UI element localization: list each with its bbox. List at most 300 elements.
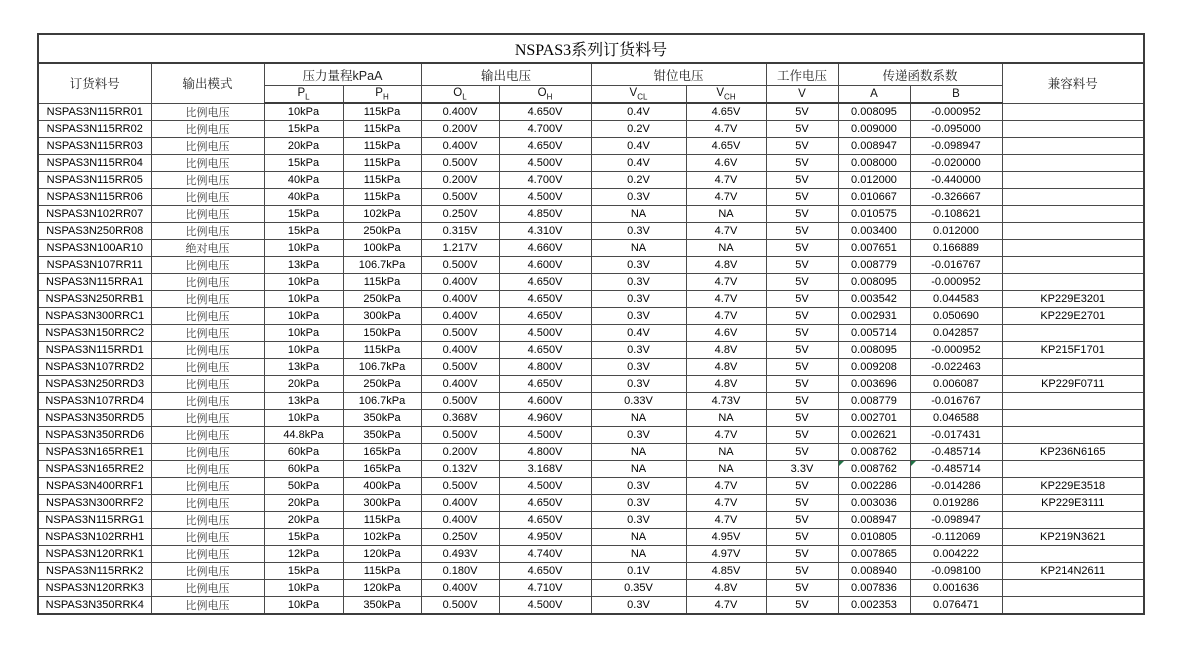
cell-output-low: 0.180V — [421, 563, 499, 580]
order-table-sheet — [37, 33, 1143, 615]
cell-supply-voltage: 5V — [766, 580, 838, 597]
cell-output-mode: 比例电压 — [151, 172, 264, 189]
cell-clamp-low: 0.2V — [591, 172, 686, 189]
cell-output-mode: 比例电压 — [151, 308, 264, 325]
cell-pressure-high: 400kPa — [343, 478, 421, 495]
cell-clamp-high: 4.7V — [686, 495, 766, 512]
cell-coeff-b: 0.046588 — [910, 410, 1002, 427]
cell-pressure-high: 250kPa — [343, 376, 421, 393]
cell-coeff-b: 0.006087 — [910, 376, 1002, 393]
cell-clamp-low: 0.2V — [591, 121, 686, 138]
cell-clamp-low: 0.4V — [591, 138, 686, 155]
cell-output-high: 4.500V — [499, 155, 591, 172]
table-title: NSPAS3系列订货料号 — [38, 34, 1144, 63]
cell-coeff-b: 0.076471 — [910, 597, 1002, 615]
cell-output-low: 0.500V — [421, 393, 499, 410]
cell-clamp-low: 0.3V — [591, 223, 686, 240]
cell-output-low: 0.500V — [421, 427, 499, 444]
cell-pressure-high: 120kPa — [343, 546, 421, 563]
cell-clamp-high: 4.65V — [686, 138, 766, 155]
cell-compatible-part — [1002, 359, 1144, 376]
cell-clamp-high: 4.65V — [686, 103, 766, 121]
cell-part-number: NSPAS3N350RRD6 — [38, 427, 151, 444]
cell-compatible-part — [1002, 393, 1144, 410]
cell-pressure-low: 20kPa — [264, 495, 343, 512]
cell-clamp-low: NA — [591, 206, 686, 223]
cell-pressure-high: 115kPa — [343, 274, 421, 291]
cell-coeff-a: 0.012000 — [838, 172, 910, 189]
cell-supply-voltage: 3.3V — [766, 461, 838, 478]
cell-coeff-b: -0.014286 — [910, 478, 1002, 495]
cell-pressure-high: 350kPa — [343, 597, 421, 615]
cell-output-high: 4.650V — [499, 138, 591, 155]
cell-output-low: 0.400V — [421, 308, 499, 325]
cell-supply-voltage: 5V — [766, 274, 838, 291]
cell-pressure-high: 115kPa — [343, 172, 421, 189]
cell-coeff-a: 0.002701 — [838, 410, 910, 427]
table-row — [38, 546, 1144, 563]
cell-clamp-low: 0.3V — [591, 478, 686, 495]
cell-output-low: 0.500V — [421, 257, 499, 274]
cell-pressure-low: 10kPa — [264, 103, 343, 121]
cell-output-low: 0.200V — [421, 172, 499, 189]
cell-coeff-a: 0.008762 — [838, 461, 910, 478]
table-row — [38, 274, 1144, 291]
cell-output-mode: 比例电压 — [151, 495, 264, 512]
cell-clamp-high: 4.7V — [686, 223, 766, 240]
cell-pressure-low: 20kPa — [264, 138, 343, 155]
cell-output-mode: 绝对电压 — [151, 240, 264, 257]
cell-compatible-part: KP214N2611 — [1002, 563, 1144, 580]
cell-clamp-high: 4.97V — [686, 546, 766, 563]
cell-output-high: 4.600V — [499, 257, 591, 274]
cell-coeff-b: -0.326667 — [910, 189, 1002, 206]
cell-clamp-high: NA — [686, 410, 766, 427]
cell-pressure-high: 115kPa — [343, 138, 421, 155]
cell-clamp-low: 0.3V — [591, 376, 686, 393]
cell-supply-voltage: 5V — [766, 155, 838, 172]
cell-part-number: NSPAS3N102RRH1 — [38, 529, 151, 546]
cell-clamp-high: 4.8V — [686, 257, 766, 274]
cell-pressure-high: 120kPa — [343, 580, 421, 597]
table-row — [38, 427, 1144, 444]
cell-pressure-low: 13kPa — [264, 393, 343, 410]
cell-part-number: NSPAS3N400RRF1 — [38, 478, 151, 495]
cell-pressure-high: 106.7kPa — [343, 257, 421, 274]
cell-coeff-a: 0.003542 — [838, 291, 910, 308]
cell-supply-voltage: 5V — [766, 103, 838, 121]
cell-compatible-part — [1002, 223, 1144, 240]
cell-compatible-part — [1002, 461, 1144, 478]
cell-coeff-b: -0.020000 — [910, 155, 1002, 172]
cell-coeff-a: 0.002621 — [838, 427, 910, 444]
cell-output-mode: 比例电压 — [151, 257, 264, 274]
cell-supply-voltage: 5V — [766, 427, 838, 444]
cell-coeff-b: 0.042857 — [910, 325, 1002, 342]
cell-clamp-high: 4.95V — [686, 529, 766, 546]
cell-coeff-b: 0.012000 — [910, 223, 1002, 240]
column-header-coeff-b: B — [910, 86, 1002, 104]
cell-output-mode: 比例电压 — [151, 563, 264, 580]
cell-output-mode: 比例电压 — [151, 580, 264, 597]
cell-output-low: 0.500V — [421, 478, 499, 495]
cell-coeff-b: 0.004222 — [910, 546, 1002, 563]
cell-coeff-a: 0.009000 — [838, 121, 910, 138]
cell-output-low: 0.132V — [421, 461, 499, 478]
cell-supply-voltage: 5V — [766, 206, 838, 223]
cell-supply-voltage: 5V — [766, 597, 838, 615]
cell-compatible-part — [1002, 512, 1144, 529]
cell-clamp-low: NA — [591, 444, 686, 461]
cell-supply-voltage: 5V — [766, 410, 838, 427]
cell-coeff-a: 0.008947 — [838, 512, 910, 529]
cell-coeff-a: 0.003400 — [838, 223, 910, 240]
cell-compatible-part — [1002, 189, 1144, 206]
cell-clamp-high: 4.7V — [686, 478, 766, 495]
cell-pressure-high: 106.7kPa — [343, 359, 421, 376]
cell-output-low: 0.500V — [421, 155, 499, 172]
column-group-supply-voltage: 工作电压 — [766, 63, 838, 86]
cell-output-low: 0.200V — [421, 444, 499, 461]
cell-output-low: 0.500V — [421, 359, 499, 376]
cell-coeff-a: 0.007836 — [838, 580, 910, 597]
cell-compatible-part — [1002, 597, 1144, 615]
cell-coeff-b: -0.485714 — [910, 444, 1002, 461]
cell-output-high: 4.500V — [499, 427, 591, 444]
cell-clamp-high: NA — [686, 444, 766, 461]
cell-pressure-high: 115kPa — [343, 563, 421, 580]
table-row — [38, 121, 1144, 138]
cell-coeff-b: -0.440000 — [910, 172, 1002, 189]
cell-part-number: NSPAS3N115RRA1 — [38, 274, 151, 291]
column-header-coeff-a: A — [838, 86, 910, 104]
cell-compatible-part — [1002, 206, 1144, 223]
cell-output-high: 4.710V — [499, 580, 591, 597]
table-row — [38, 376, 1144, 393]
cell-pressure-low: 15kPa — [264, 121, 343, 138]
table-row — [38, 512, 1144, 529]
cell-pressure-high: 150kPa — [343, 325, 421, 342]
cell-pressure-high: 115kPa — [343, 121, 421, 138]
column-header-pressure-low: $P_L$ — [264, 86, 343, 104]
cell-output-high: 4.650V — [499, 563, 591, 580]
cell-coeff-a: 0.009208 — [838, 359, 910, 376]
order-part-table — [37, 33, 1145, 615]
cell-output-high: 4.650V — [499, 291, 591, 308]
cell-part-number: NSPAS3N115RRK2 — [38, 563, 151, 580]
cell-coeff-a: 0.002353 — [838, 597, 910, 615]
cell-part-number: NSPAS3N350RRD5 — [38, 410, 151, 427]
cell-part-number: NSPAS3N120RRK3 — [38, 580, 151, 597]
cell-coeff-b: -0.098100 — [910, 563, 1002, 580]
cell-coeff-a: 0.003036 — [838, 495, 910, 512]
cell-clamp-high: 4.7V — [686, 121, 766, 138]
cell-pressure-high: 100kPa — [343, 240, 421, 257]
cell-coeff-a: 0.007865 — [838, 546, 910, 563]
column-header-clamp-low: $V_{CL}$ — [591, 86, 686, 104]
cell-supply-voltage: 5V — [766, 291, 838, 308]
cell-output-mode: 比例电压 — [151, 546, 264, 563]
cell-supply-voltage: 5V — [766, 257, 838, 274]
cell-supply-voltage: 5V — [766, 121, 838, 138]
cell-pressure-high: 115kPa — [343, 342, 421, 359]
cell-output-high: 4.800V — [499, 444, 591, 461]
cell-part-number: NSPAS3N350RRK4 — [38, 597, 151, 615]
cell-output-low: 0.500V — [421, 189, 499, 206]
cell-output-high: 4.500V — [499, 189, 591, 206]
cell-pressure-low: 10kPa — [264, 325, 343, 342]
cell-coeff-a: 0.007651 — [838, 240, 910, 257]
cell-part-number: NSPAS3N165RRE2 — [38, 461, 151, 478]
cell-clamp-low: NA — [591, 240, 686, 257]
cell-output-low: 0.400V — [421, 512, 499, 529]
cell-coeff-a: 0.010575 — [838, 206, 910, 223]
cell-compatible-part: KP229E3201 — [1002, 291, 1144, 308]
cell-clamp-low: NA — [591, 410, 686, 427]
cell-clamp-high: 4.6V — [686, 325, 766, 342]
cell-pressure-low: 10kPa — [264, 308, 343, 325]
cell-clamp-high: 4.8V — [686, 342, 766, 359]
cell-output-mode: 比例电压 — [151, 478, 264, 495]
cell-pressure-high: 350kPa — [343, 427, 421, 444]
cell-compatible-part — [1002, 172, 1144, 189]
cell-pressure-low: 40kPa — [264, 189, 343, 206]
cell-output-low: 0.400V — [421, 274, 499, 291]
column-group-transfer-coefficients: 传递函数系数 — [838, 63, 1002, 86]
cell-output-mode: 比例电压 — [151, 393, 264, 410]
cell-coeff-b: -0.017431 — [910, 427, 1002, 444]
cell-compatible-part — [1002, 546, 1144, 563]
cell-output-low: 0.400V — [421, 376, 499, 393]
cell-output-high: 4.950V — [499, 529, 591, 546]
cell-output-high: 4.800V — [499, 359, 591, 376]
cell-part-number: NSPAS3N115RRD1 — [38, 342, 151, 359]
cell-part-number: NSPAS3N115RRG1 — [38, 512, 151, 529]
cell-output-high: 4.500V — [499, 597, 591, 615]
cell-clamp-high: 4.7V — [686, 189, 766, 206]
cell-output-mode: 比例电压 — [151, 274, 264, 291]
cell-supply-voltage: 5V — [766, 342, 838, 359]
cell-clamp-high: 4.6V — [686, 155, 766, 172]
cell-part-number: NSPAS3N107RR11 — [38, 257, 151, 274]
cell-coeff-b: -0.098947 — [910, 512, 1002, 529]
cell-coeff-b: 0.166889 — [910, 240, 1002, 257]
cell-coeff-a: 0.008762 — [838, 444, 910, 461]
cell-clamp-high: 4.7V — [686, 274, 766, 291]
cell-compatible-part — [1002, 580, 1144, 597]
cell-supply-voltage: 5V — [766, 138, 838, 155]
cell-output-high: 4.660V — [499, 240, 591, 257]
cell-clamp-low: 0.3V — [591, 274, 686, 291]
cell-part-number: NSPAS3N300RRF2 — [38, 495, 151, 512]
cell-clamp-low: NA — [591, 529, 686, 546]
cell-clamp-low: 0.3V — [591, 308, 686, 325]
cell-pressure-low: 60kPa — [264, 444, 343, 461]
table-row — [38, 325, 1144, 342]
cell-compatible-part — [1002, 155, 1144, 172]
cell-part-number: NSPAS3N150RRC2 — [38, 325, 151, 342]
column-header-output-high: $O_H$ — [499, 86, 591, 104]
cell-clamp-high: 4.7V — [686, 172, 766, 189]
cell-output-mode: 比例电压 — [151, 512, 264, 529]
column-group-output-voltage: 输出电压 — [421, 63, 591, 86]
table-row — [38, 495, 1144, 512]
cell-pressure-high: 250kPa — [343, 223, 421, 240]
cell-clamp-low: 0.3V — [591, 257, 686, 274]
cell-output-low: 0.400V — [421, 580, 499, 597]
cell-part-number: NSPAS3N250RR08 — [38, 223, 151, 240]
cell-supply-voltage: 5V — [766, 376, 838, 393]
cell-coeff-b: -0.485714 — [910, 461, 1002, 478]
cell-coeff-a: 0.010805 — [838, 529, 910, 546]
cell-output-mode: 比例电压 — [151, 206, 264, 223]
cell-coeff-b: -0.108621 — [910, 206, 1002, 223]
table-row — [38, 393, 1144, 410]
cell-coeff-a: 0.008095 — [838, 342, 910, 359]
cell-pressure-low: 60kPa — [264, 461, 343, 478]
cell-pressure-high: 102kPa — [343, 529, 421, 546]
cell-output-low: 0.250V — [421, 529, 499, 546]
cell-clamp-high: NA — [686, 206, 766, 223]
cell-supply-voltage: 5V — [766, 393, 838, 410]
cell-coeff-b: -0.022463 — [910, 359, 1002, 376]
cell-output-mode: 比例电压 — [151, 155, 264, 172]
cell-part-number: NSPAS3N250RRB1 — [38, 291, 151, 308]
cell-compatible-part — [1002, 121, 1144, 138]
cell-output-mode: 比例电压 — [151, 121, 264, 138]
cell-clamp-low: 0.3V — [591, 359, 686, 376]
cell-compatible-part — [1002, 103, 1144, 121]
cell-output-low: 0.250V — [421, 206, 499, 223]
cell-clamp-low: 0.3V — [591, 495, 686, 512]
table-body — [38, 103, 1144, 614]
cell-output-mode: 比例电压 — [151, 597, 264, 615]
cell-clamp-low: 0.3V — [591, 427, 686, 444]
cell-clamp-low: NA — [591, 546, 686, 563]
cell-supply-voltage: 5V — [766, 495, 838, 512]
table-row — [38, 240, 1144, 257]
cell-pressure-low: 10kPa — [264, 597, 343, 615]
cell-output-high: 4.650V — [499, 308, 591, 325]
cell-output-mode: 比例电压 — [151, 342, 264, 359]
cell-pressure-low: 20kPa — [264, 512, 343, 529]
cell-supply-voltage: 5V — [766, 240, 838, 257]
cell-pressure-high: 165kPa — [343, 461, 421, 478]
cell-pressure-low: 10kPa — [264, 410, 343, 427]
cell-clamp-high: 4.85V — [686, 563, 766, 580]
cell-clamp-low: NA — [591, 461, 686, 478]
cell-output-high: 4.650V — [499, 495, 591, 512]
cell-coeff-b: -0.098947 — [910, 138, 1002, 155]
cell-pressure-low: 20kPa — [264, 376, 343, 393]
table-row — [38, 291, 1144, 308]
cell-coeff-a: 0.008000 — [838, 155, 910, 172]
cell-coeff-a: 0.008095 — [838, 103, 910, 121]
column-header-pressure-high: $P_H$ — [343, 86, 421, 104]
cell-part-number: NSPAS3N115RR02 — [38, 121, 151, 138]
table-row — [38, 342, 1144, 359]
cell-pressure-low: 15kPa — [264, 563, 343, 580]
cell-coeff-b: -0.000952 — [910, 103, 1002, 121]
cell-clamp-low: 0.3V — [591, 512, 686, 529]
cell-pressure-low: 10kPa — [264, 274, 343, 291]
cell-pressure-high: 300kPa — [343, 495, 421, 512]
cell-pressure-low: 10kPa — [264, 240, 343, 257]
cell-compatible-part — [1002, 257, 1144, 274]
cell-coeff-a: 0.008940 — [838, 563, 910, 580]
cell-clamp-low: 0.3V — [591, 291, 686, 308]
table-row — [38, 563, 1144, 580]
column-header-output-mode: 输出模式 — [151, 63, 264, 103]
cell-coeff-a: 0.008779 — [838, 257, 910, 274]
cell-pressure-high: 115kPa — [343, 512, 421, 529]
cell-compatible-part: KP219N3621 — [1002, 529, 1144, 546]
cell-output-low: 0.500V — [421, 325, 499, 342]
cell-compatible-part — [1002, 138, 1144, 155]
cell-clamp-low: 0.33V — [591, 393, 686, 410]
cell-output-high: 4.960V — [499, 410, 591, 427]
cell-clamp-low: 0.4V — [591, 325, 686, 342]
cell-coeff-a: 0.003696 — [838, 376, 910, 393]
cell-coeff-a: 0.002286 — [838, 478, 910, 495]
cell-output-high: 4.850V — [499, 206, 591, 223]
cell-clamp-high: 4.73V — [686, 393, 766, 410]
cell-part-number: NSPAS3N115RR01 — [38, 103, 151, 121]
cell-part-number: NSPAS3N107RRD4 — [38, 393, 151, 410]
column-header-clamp-high: $V_{CH}$ — [686, 86, 766, 104]
cell-output-low: 0.400V — [421, 103, 499, 121]
table-row — [38, 461, 1144, 478]
cell-pressure-low: 12kPa — [264, 546, 343, 563]
cell-clamp-low: 0.3V — [591, 597, 686, 615]
cell-output-high: 4.500V — [499, 325, 591, 342]
cell-output-mode: 比例电压 — [151, 410, 264, 427]
cell-output-low: 0.400V — [421, 138, 499, 155]
table-row — [38, 223, 1144, 240]
cell-clamp-high: 4.8V — [686, 359, 766, 376]
cell-part-number: NSPAS3N107RRD2 — [38, 359, 151, 376]
table-row — [38, 138, 1144, 155]
cell-supply-voltage: 5V — [766, 444, 838, 461]
cell-part-number: NSPAS3N102RR07 — [38, 206, 151, 223]
cell-compatible-part: KP215F1701 — [1002, 342, 1144, 359]
cell-clamp-low: 0.1V — [591, 563, 686, 580]
cell-clamp-low: 0.3V — [591, 342, 686, 359]
cell-clamp-high: 4.8V — [686, 376, 766, 393]
cell-clamp-high: 4.7V — [686, 512, 766, 529]
cell-pressure-high: 115kPa — [343, 103, 421, 121]
cell-supply-voltage: 5V — [766, 359, 838, 376]
cell-supply-voltage: 5V — [766, 512, 838, 529]
cell-output-high: 4.650V — [499, 342, 591, 359]
cell-supply-voltage: 5V — [766, 546, 838, 563]
cell-output-mode: 比例电压 — [151, 444, 264, 461]
column-header-part-number: 订货料号 — [38, 63, 151, 103]
cell-pressure-low: 15kPa — [264, 155, 343, 172]
cell-coeff-a: 0.008947 — [838, 138, 910, 155]
cell-part-number: NSPAS3N165RRE1 — [38, 444, 151, 461]
cell-clamp-low: 0.3V — [591, 189, 686, 206]
table-row — [38, 597, 1144, 615]
cell-output-mode: 比例电压 — [151, 189, 264, 206]
cell-compatible-part — [1002, 274, 1144, 291]
cell-output-mode: 比例电压 — [151, 138, 264, 155]
cell-output-high: 4.650V — [499, 376, 591, 393]
cell-output-low: 0.368V — [421, 410, 499, 427]
title-row — [38, 34, 1144, 63]
cell-output-high: 4.600V — [499, 393, 591, 410]
table-row — [38, 478, 1144, 495]
